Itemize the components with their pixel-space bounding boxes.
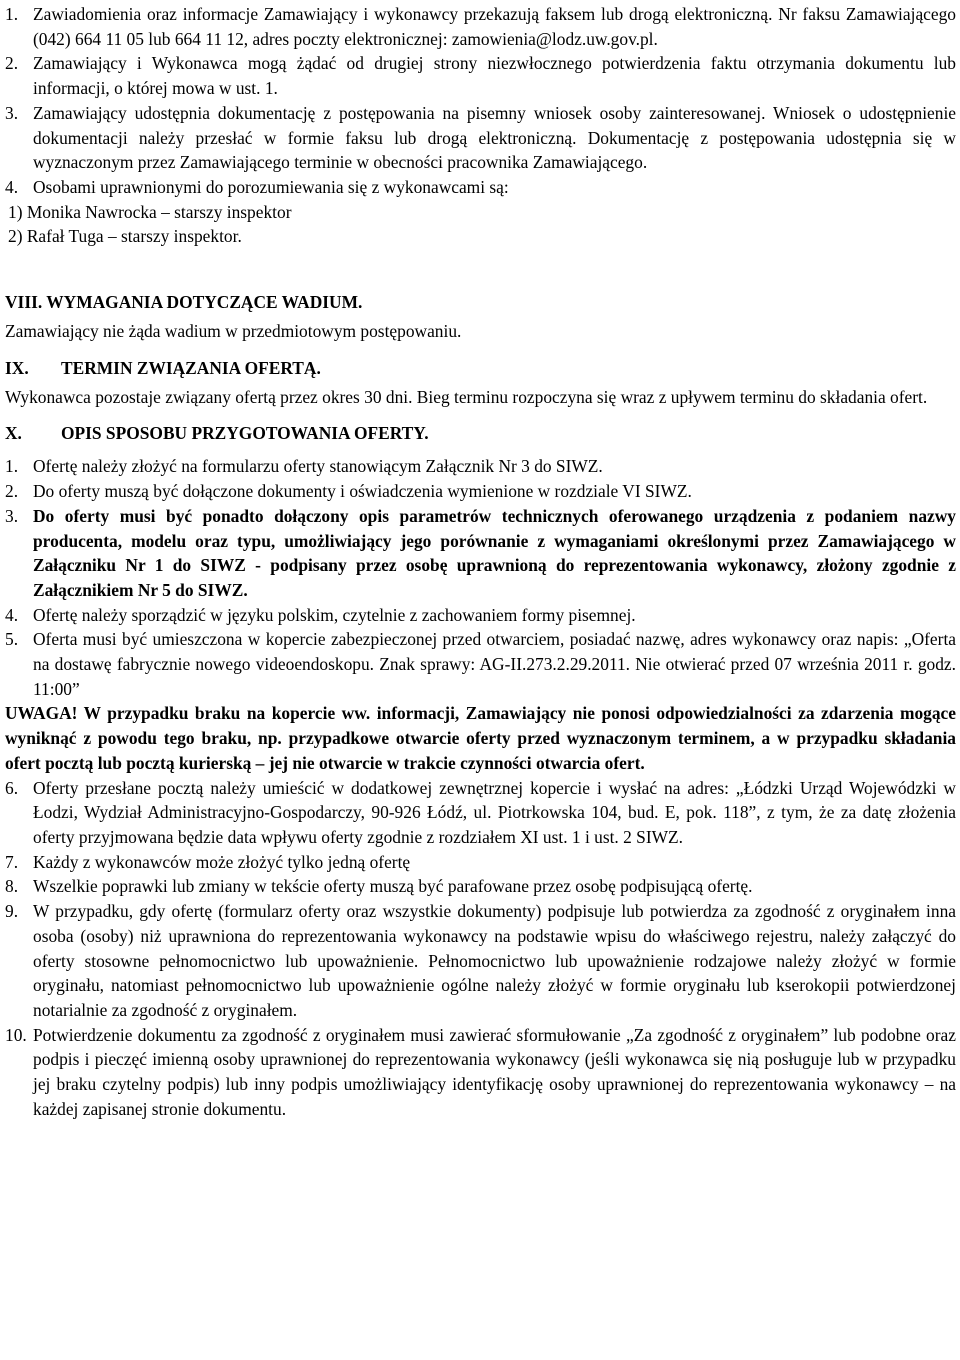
s10-item-8 [5, 874, 956, 899]
item-number: 7. [5, 851, 19, 872]
s10-item-3 [5, 504, 956, 603]
item-text: W przypadku, gdy ofertę (formularz oferty oraz wszystkie dokumenty) podpisuje lub potwierdza za zgodność z oryginałem inna osoba (osoby) niż uprawniona do reprezentowania wykonawcy na podstawie wpisu do właściwego rejestru, należy załączyć do oferty stosowne pełnomocnictwo lub upoważnienie. Pełnomocnictwo lub upoważnienie rodzajowe należy złożyć w formie oryginału, natomiast pełnomocnictwo lub upoważnienie ogólne należy złożyć w formie oryginału lub kserokopii potwierdzonej notarialnie za zgodność z oryginałem. [33, 901, 956, 1020]
s10-item-1 [5, 454, 956, 479]
s7-item-4 [5, 175, 956, 200]
section-10-heading [5, 417, 956, 450]
item-number: 8. [5, 876, 19, 897]
item-text: Zamawiający udostępnia dokumentację z postępowania na pisemny wniosek osoby zainteresowanej. Wniosek o udostępnienie dokumentacji należy przesłać w formie faksu lub drogą elektroniczną. Dokumentację z postępowania udostępnia się w wyznaczonym przez Zamawiającego terminie w obecności pracownika Zamawiającego. [33, 102, 956, 173]
s10-item-6 [5, 776, 956, 850]
contact-person-2: 2) Rafał Tuga – starszy inspektor. [8, 226, 242, 247]
item-number: 4. [5, 604, 19, 625]
section-title: TERMIN ZWIĄZANIA OFERTĄ. [61, 357, 321, 378]
item-number: 9. [5, 901, 19, 922]
section-9-text: Wykonawca pozostaje związany ofertą przez okres 30 dni. Bieg terminu rozpoczyna się wraz z upływem terminu do składania ofert. [5, 386, 928, 407]
item-text: Do oferty muszą być dołączone dokumenty i oświadczenia wymienione w rozdziale VI SIWZ. [33, 481, 692, 502]
item-number: 4. [5, 176, 19, 197]
contact-person-1: 1) Monika Nawrocka – starszy inspektor [8, 201, 292, 222]
item-text [33, 2, 956, 51]
s10-item-9 [5, 899, 956, 1023]
item-number: 1. [5, 4, 19, 24]
item-text: Oferty przesłane pocztą należy umieścić w dodatkowej zewnętrznej kopercie i wysłać na adres: „Łódzki Urząd Wojewódzki w Łodzi, Wydział Administracyjno-Gospodarczy, 90-926 Łódź, ul. Piotrkowska 104, bud. E, pok. 118”, z tym, że za datę złożenia oferty przyjmowana będzie data wpływu oferty zgodnie z rozdziałem XI ust. 1 i ust. 2 SIWZ. [33, 777, 956, 847]
item-text: Ofertę należy złożyć na formularzu oferty stanowiącym Załącznik Nr 3 do SIWZ. [33, 456, 603, 477]
s10-item-7 [5, 850, 956, 875]
section-number: X. [5, 423, 22, 444]
s10-item-5 [5, 627, 956, 701]
item-text: Zamawiający i Wykonawca mogą żądać od drugiej strony niezwłocznego potwierdzenia faktu otrzymania dokumentu lub informacji, o której mowa w ust. 1. [33, 53, 956, 99]
section-9-heading [5, 352, 956, 385]
item-text-part: Zawiadomienia oraz informacje Zamawiający i wykonawcy przekazują faksem lub drogą elektroniczną. Nr faksu Zamawiającego (042) 664 11 05 lub 664 11 12, adres poczty elektronicznej: [33, 4, 956, 49]
item-text: Oferta musi być umieszczona w kopercie zabezpieczonej przed otwarciem, posiadać nazwę, adres wykonawcy oraz napis: „Oferta na dostawę fabrycznie nowego videoendoskopu. Znak sprawy: AG-II.273.2.29.2011. Nie otwierać przed 07 września 2011 r. godz. 11:00” [33, 629, 956, 699]
item-number: 6. [5, 777, 19, 798]
section-8-text: Zamawiający nie żąda wadium w przedmiotowym postępowaniu. [5, 321, 462, 342]
item-number: 2. [5, 53, 19, 74]
s10-item-4 [5, 603, 956, 628]
s7-item-2 [5, 51, 956, 100]
item-text-part: . [653, 28, 658, 49]
email-link[interactable]: zamowienia@lodz.uw.gov.pl [451, 28, 654, 49]
item-text: Potwierdzenie dokumentu za zgodność z oryginałem musi zawierać sformułowanie „Za zgodność z oryginałem” lub podobne oraz podpis i pieczęć imienną osoby uprawnionej do reprezentowania wykonawcy (jeśli wykonawca się nią posługuje lub w przypadku jej braku czytelny podpis) lub inny podpis umożliwiający identyfikację osoby uprawnionej do reprezentowania wykonawcy – na każdej zapisanej stronie dokumentu. [33, 1024, 956, 1119]
item-text: Do oferty musi być ponadto dołączony opis parametrów technicznych oferowanego urządzenia z podaniem nazwy producenta, modelu oraz typu, umożliwiający jego porównanie z wymaganiami określonymi przez Zamawiającego w Załączniku Nr 1 do SIWZ - podpisany przez osobę uprawnioną do reprezentowania wykonawcy, złożony zgodnie z Załącznikiem Nr 5 do SIWZ. [33, 505, 956, 600]
uwaga-notice: UWAGA! W przypadku braku na kopercie ww. informacji, Zamawiający nie ponosi odpowiedzialności za zdarzenia mogące wyniknąć z powodu tego braku, np. przypadkowe otwarcie oferty przed wyznaczonym terminem, a w przypadku składania ofert pocztą lub pocztą kurierską – jej nie otwarcie w trakcie czynności otwarcia ofert. [5, 703, 956, 773]
section-number: IX. [5, 357, 29, 378]
item-text: Wszelkie poprawki lub zmiany w tekście oferty muszą być parafowane przez osobę podpisującą ofertę. [33, 876, 753, 897]
s7-item-1 [5, 2, 956, 51]
s10-item-2 [5, 479, 956, 504]
section-title: OPIS SPOSOBU PRZYGOTOWANIA OFERTY. [61, 423, 429, 444]
item-number: 10. [5, 1024, 27, 1045]
item-number: 1. [5, 456, 19, 477]
item-number: 3. [5, 505, 19, 526]
item-number: 5. [5, 629, 19, 650]
item-number: 3. [5, 102, 19, 123]
item-text: Osobami uprawnionymi do porozumiewania się z wykonawcami są: [33, 176, 509, 197]
s10-item-10 [5, 1023, 956, 1122]
item-text: Każdy z wykonawców może złożyć tylko jedną ofertę [33, 851, 411, 872]
section-8-heading: VIII. WYMAGANIA DOTYCZĄCE WADIUM. [5, 292, 363, 313]
item-text: Ofertę należy sporządzić w języku polskim, czytelnie z zachowaniem formy pisemnej. [33, 604, 636, 625]
item-number: 2. [5, 481, 19, 502]
s7-item-3 [5, 101, 956, 175]
